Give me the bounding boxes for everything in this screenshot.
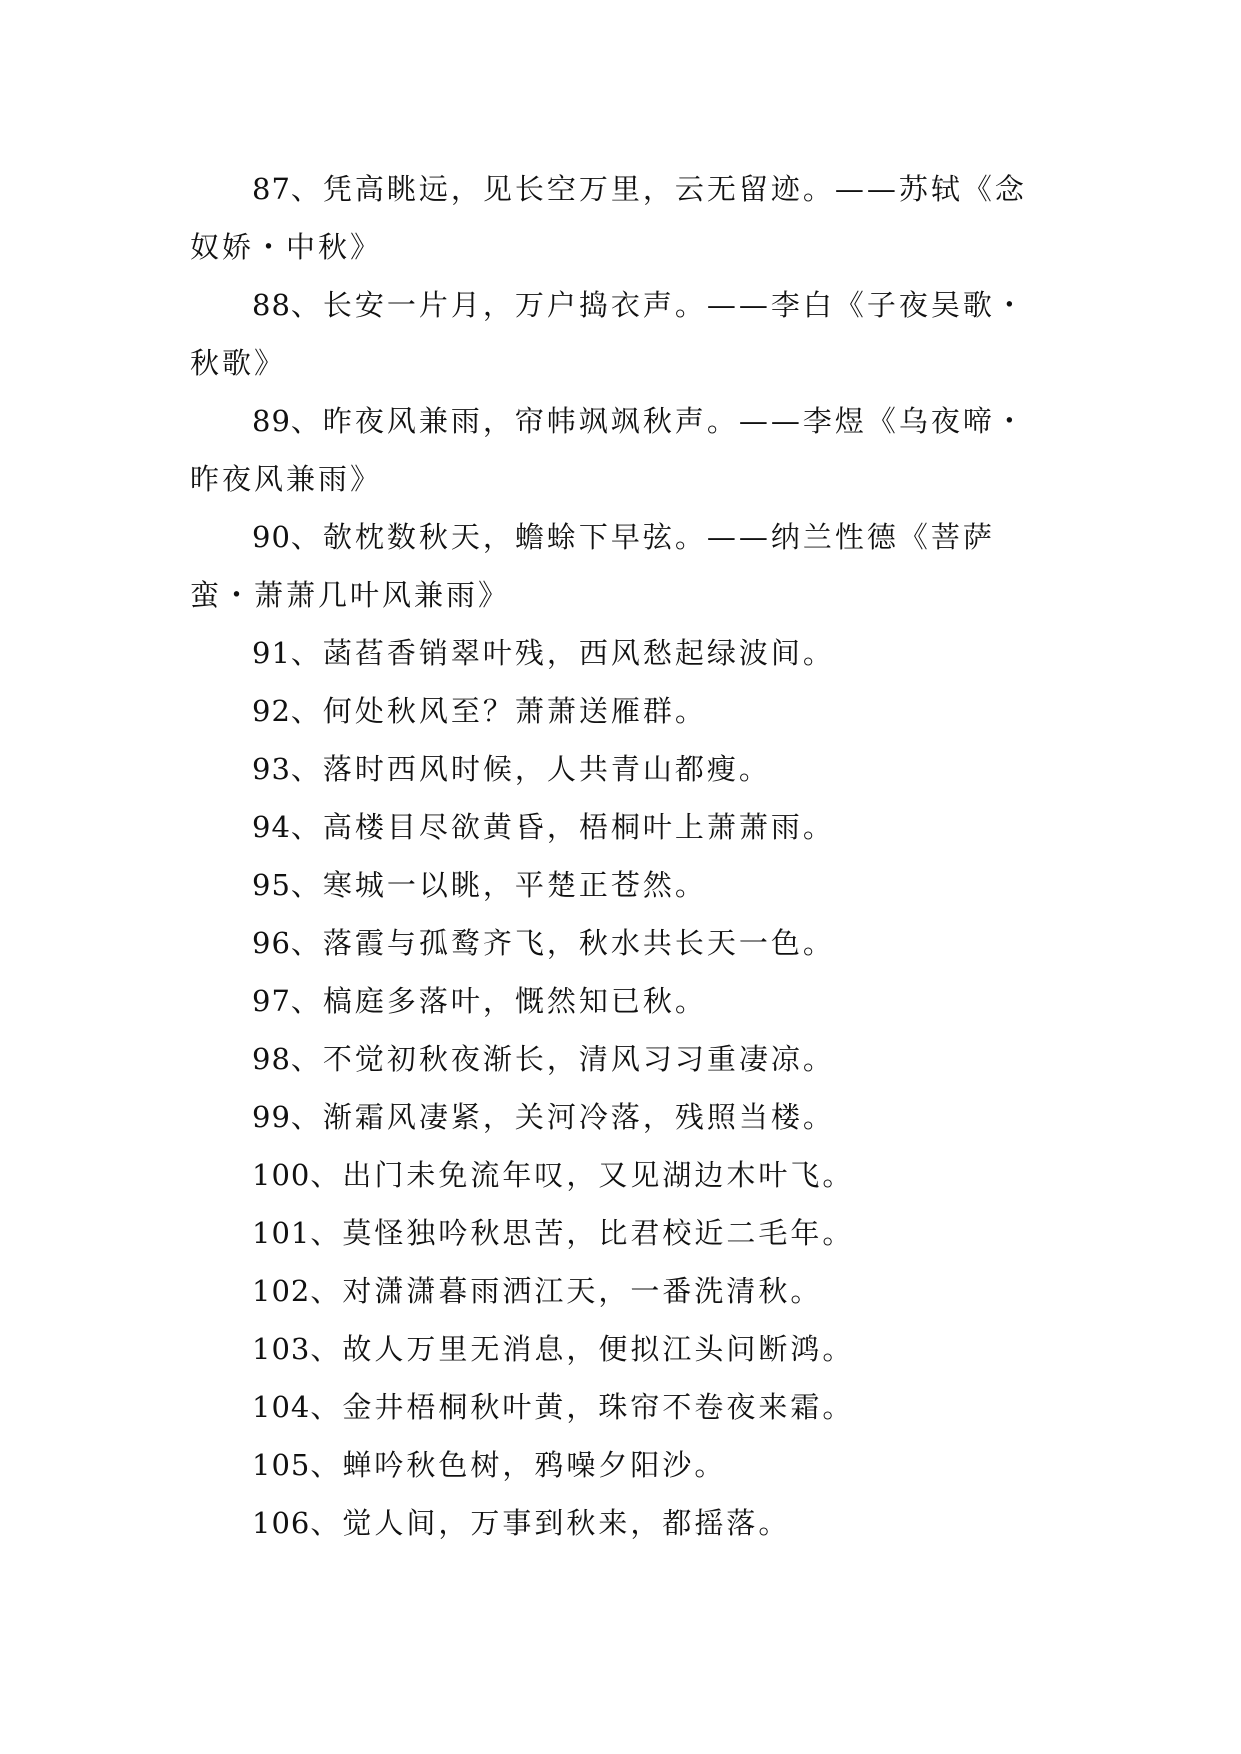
list-item [190,1146,1052,1204]
item-number: 105 [252,1448,311,1482]
list-item [190,798,1052,856]
item-number: 92 [252,694,291,728]
item-number: 99 [252,1100,291,1134]
list-item [190,1436,1052,1494]
list-item [190,972,1052,1030]
item-number: 97 [252,984,291,1018]
item-number: 103 [252,1332,311,1366]
item-text: 、昨夜风兼雨，帘帏飒飒秋声。——李煜《乌夜啼・昨夜风兼雨》 [190,404,1027,496]
list-item [190,856,1052,914]
list-item [190,508,1052,624]
list-item [190,392,1052,508]
item-text: 、渐霜风凄紧，关河冷落，残照当楼。 [290,1100,835,1134]
item-number: 89 [252,404,291,438]
item-text: 、莫怪独吟秋思苦，比君校近二毛年。 [310,1216,855,1250]
list-item [190,914,1052,972]
item-number: 93 [252,752,291,786]
item-number: 94 [252,810,291,844]
list-item [190,160,1052,276]
list-item [190,1320,1052,1378]
item-text: 、故人万里无消息，便拟江头问断鸿。 [310,1332,855,1366]
item-number: 102 [252,1274,311,1308]
item-number: 90 [252,520,291,554]
item-number: 101 [252,1216,311,1250]
list-item [190,740,1052,798]
item-number: 87 [252,172,291,206]
item-number: 104 [252,1390,311,1424]
list-item [190,276,1052,392]
item-text: 、凭高眺远，见长空万里，云无留迹。——苏轼《念奴娇・中秋》 [190,172,1027,264]
item-text: 、长安一片月，万户捣衣声。——李白《子夜吴歌・秋歌》 [190,288,1027,380]
poem-list [190,160,1052,1552]
item-text: 、欹枕数秋天，蟾蜍下早弦。——纳兰性德《菩萨蛮・萧萧几叶风兼雨》 [190,520,995,612]
list-item [190,682,1052,740]
item-number: 98 [252,1042,291,1076]
list-item [190,1494,1052,1552]
item-text: 、落霞与孤鹜齐飞，秋水共长天一色。 [290,926,835,960]
item-text: 、何处秋风至？萧萧送雁群。 [290,694,707,728]
list-item [190,1030,1052,1088]
item-text: 、金井梧桐秋叶黄，珠帘不卷夜来霜。 [310,1390,855,1424]
list-item [190,1088,1052,1146]
item-text: 、不觉初秋夜渐长，清风习习重凄凉。 [290,1042,835,1076]
item-number: 95 [252,868,291,902]
item-text: 、出门未免流年叹，又见湖边木叶飞。 [310,1158,855,1192]
item-number: 91 [252,636,291,670]
item-number: 106 [252,1506,311,1540]
list-item [190,1378,1052,1436]
list-item [190,624,1052,682]
item-text: 、寒城一以眺，平楚正苍然。 [290,868,707,902]
list-item [190,1262,1052,1320]
item-text: 、觉人间，万事到秋来，都摇落。 [310,1506,791,1540]
item-number: 100 [252,1158,311,1192]
item-text: 、槁庭多落叶，慨然知已秋。 [290,984,707,1018]
item-text: 、蝉吟秋色树，鸦噪夕阳沙。 [310,1448,727,1482]
item-number: 88 [252,288,291,322]
list-item [190,1204,1052,1262]
item-text: 、菡萏香销翠叶残，西风愁起绿波间。 [290,636,835,670]
item-text: 、高楼目尽欲黄昏，梧桐叶上萧萧雨。 [290,810,835,844]
item-number: 96 [252,926,291,960]
item-text: 、落时西风时候，人共青山都瘦。 [290,752,771,786]
item-text: 、对潇潇暮雨洒江天，一番洗清秋。 [310,1274,823,1308]
